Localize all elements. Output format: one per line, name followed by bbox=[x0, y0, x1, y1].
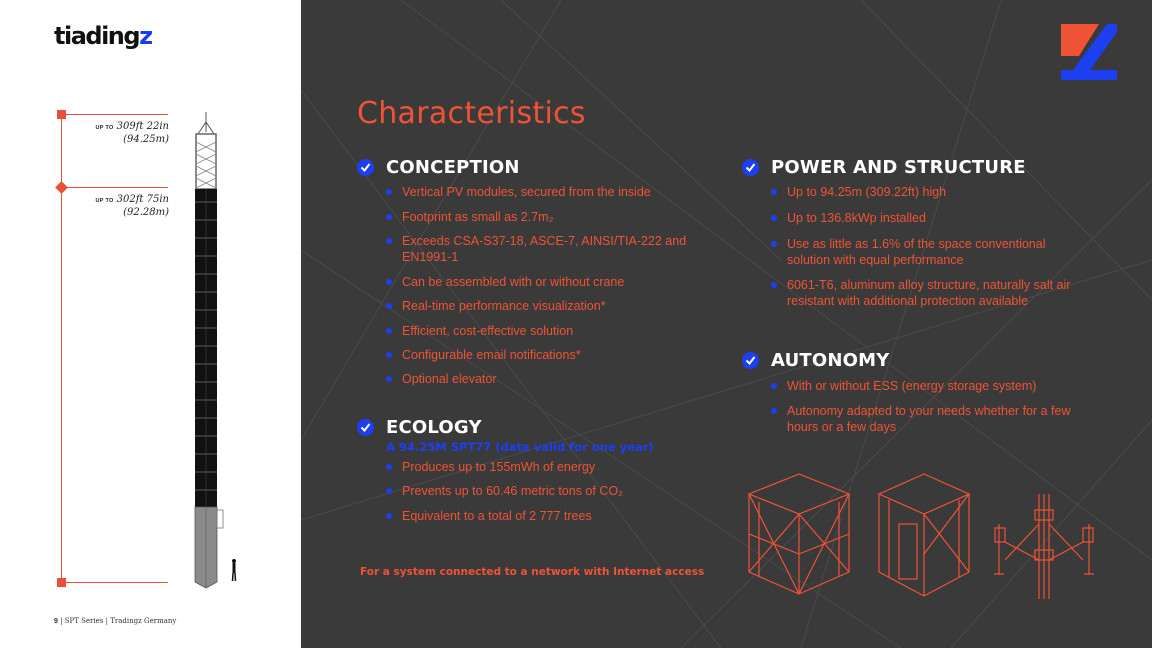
section-title: POWER AND STRUCTURE bbox=[771, 156, 1026, 178]
list-item: Optional elevator bbox=[386, 371, 702, 387]
section-ecology bbox=[357, 416, 702, 524]
tradingz-logo: tiadingz bbox=[54, 22, 152, 50]
list-item: Equivalent to a total of 2 777 trees bbox=[386, 508, 702, 524]
characteristics-panel bbox=[301, 0, 1152, 648]
list-item: Autonomy adapted to your needs whether for a few hours or a few days bbox=[771, 403, 1081, 435]
section-subtitle: A 94.25M SPT77 (data valid for one year) bbox=[386, 440, 654, 454]
page-title: Characteristics bbox=[357, 96, 586, 131]
marker-diamond-mid bbox=[55, 181, 68, 194]
check-icon bbox=[357, 159, 374, 176]
check-icon bbox=[357, 419, 374, 436]
height-label-top: UP TO 309ft 22in (94.25m) bbox=[95, 121, 169, 145]
list-item: With or without ESS (energy storage system) bbox=[771, 378, 1081, 394]
list-item: Exceeds CSA-S37-18, ASCE-7, AINSI/TIA-222 and EN1991-1 bbox=[386, 233, 702, 265]
height-line-mid bbox=[61, 187, 168, 188]
list-item: Up to 136.8kWp installed bbox=[771, 210, 1081, 226]
left-panel bbox=[0, 0, 301, 648]
marker-square-top bbox=[57, 110, 66, 119]
brand-z-icon bbox=[1059, 22, 1119, 82]
section-autonomy bbox=[742, 349, 1087, 435]
list-item: Produces up to 155mWh of energy bbox=[386, 459, 702, 475]
list-item: Configurable email notifications* bbox=[386, 347, 702, 363]
list-item: Use as little as 1.6% of the space conventional solution with equal performance bbox=[771, 236, 1081, 268]
list-item: Efficient, cost-effective solution bbox=[386, 323, 702, 339]
list-item: Can be assembled with or without crane bbox=[386, 274, 702, 290]
section-title: CONCEPTION bbox=[386, 156, 520, 178]
check-icon bbox=[742, 352, 759, 369]
tower-illustration bbox=[186, 112, 246, 592]
truss-structure-illustration bbox=[739, 464, 1109, 604]
footnote: For a system connected to a network with Internet access bbox=[360, 566, 705, 578]
marker-square-bottom bbox=[57, 578, 66, 587]
section-conception bbox=[357, 156, 702, 387]
section-title: AUTONOMY bbox=[771, 349, 890, 371]
height-line-bottom bbox=[61, 582, 168, 583]
height-line-top bbox=[61, 114, 168, 115]
list-item: Real-time performance visualization* bbox=[386, 298, 702, 314]
list-item: Footprint as small as 2.7m₂ bbox=[386, 209, 702, 225]
list-item: 6061-T6, aluminum alloy structure, naturally salt air resistant with additional protection available bbox=[771, 277, 1081, 309]
list-item: Prevents up to 60.46 metric tons of CO₂ bbox=[386, 483, 702, 499]
check-icon bbox=[742, 159, 759, 176]
height-label-mid: UP TO 302ft 75in (92.28m) bbox=[95, 194, 169, 218]
section-power-structure bbox=[742, 156, 1087, 309]
section-title: ECOLOGY bbox=[386, 416, 482, 438]
page-footer: 9 | SPT Series | Tradingz Germany bbox=[54, 617, 177, 625]
list-item: Vertical PV modules, secured from the inside bbox=[386, 184, 702, 200]
list-item: Up to 94.25m (309.22ft) high bbox=[771, 184, 1081, 200]
